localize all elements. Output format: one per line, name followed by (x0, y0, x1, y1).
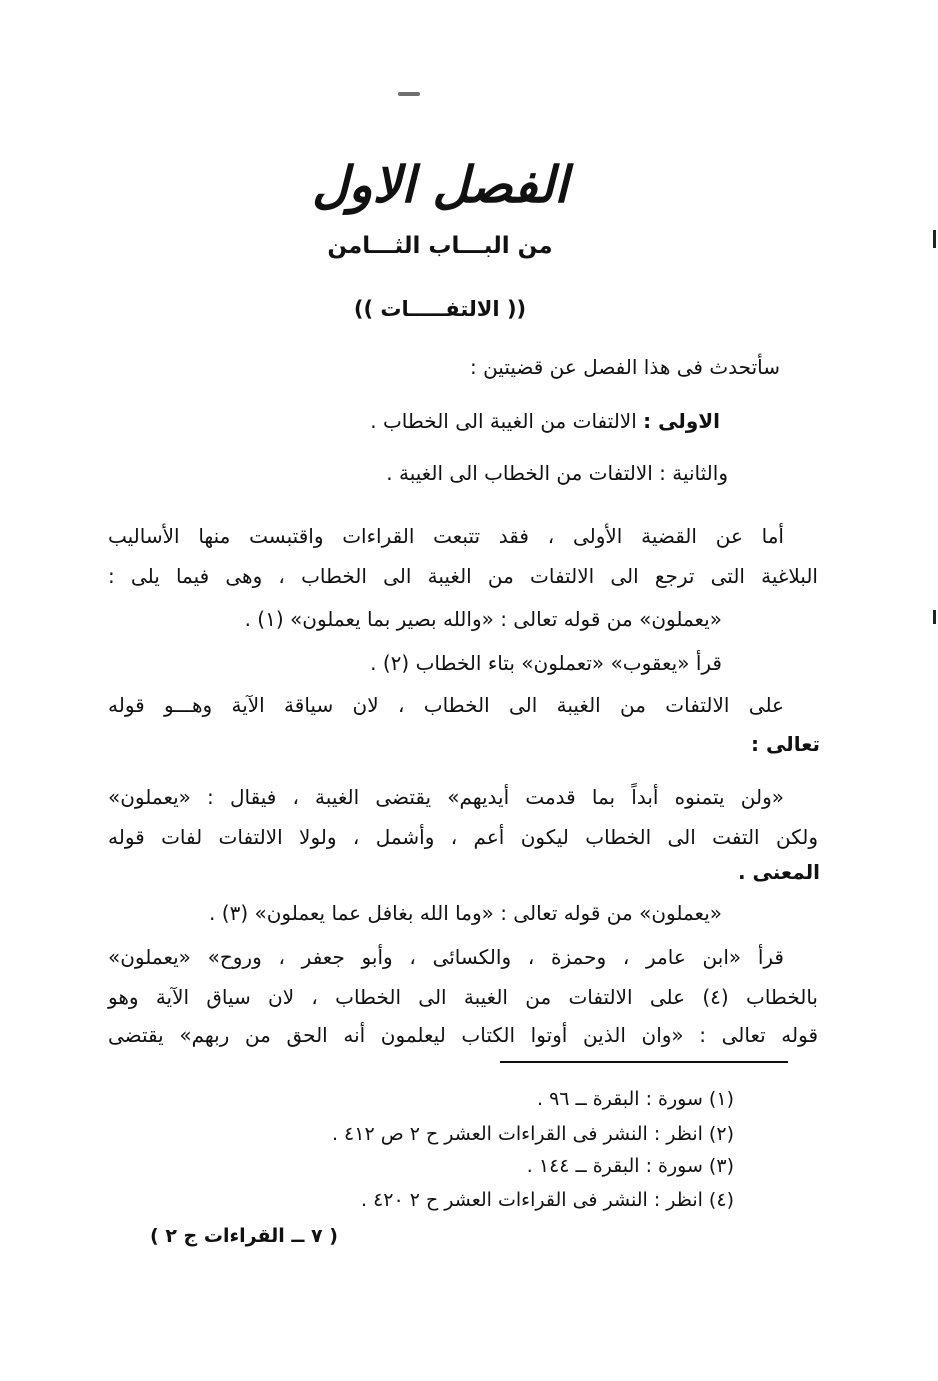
body-line: قرأ «ابن عامر ، وحمزة ، والكسائى ، وأبو جعفر ، وروح» «يعملون» (108, 945, 784, 969)
footnote: (١) سورة : البقرة ــ ٩٦ . (536, 1088, 734, 1110)
scan-edge-mark (933, 230, 936, 248)
issue-one-label: الاولى : (643, 409, 720, 433)
intro-line: سأتحدث فى هذا الفصل عن قضيتين : (469, 355, 780, 379)
body-line: «يعملون» من قوله تعالى : «وما الله بغافل عما يعملون» (٣) . (209, 901, 722, 925)
footnote-separator (500, 1061, 788, 1063)
body-line: المعنى . (737, 860, 820, 884)
scan-speck (398, 92, 420, 96)
topic-title: (( الالتفـــــات )) (353, 297, 527, 321)
body-line: أما عن القضية الأولى ، فقد تتبعت القراءات واقتبست منها الأساليب (108, 524, 784, 548)
body-line: قرأ «يعقوب» «تعملون» بتاء الخطاب (٢) . (370, 651, 722, 675)
chapter-title: الفصل الاول (312, 155, 568, 214)
body-line: بالخطاب (٤) على الالتفات من الغيبة الى الخطاب ، لان سياق الآية وهو (108, 985, 818, 1009)
footnote: (٣) سورة : البقرة ــ ١٤٤ . (526, 1155, 734, 1177)
page-signature: ( ٧ ــ القراءات ج ٢ ) (150, 1225, 338, 1247)
body-line: تعالى : (750, 732, 820, 756)
footnote: (٢) انظر : النشر فى القراءات العشر ح ٢ ص ٤١٢ . (331, 1123, 734, 1145)
issue-one-text: الالتفات من الغيبة الى الخطاب . (370, 409, 637, 433)
issue-two: والثانية : الالتفات من الخطاب الى الغيبة . (386, 461, 728, 485)
body-line: قوله تعالى : «وان الذين أوتوا الكتاب ليعلمون أنه الحق من ربهم» يقتضى (108, 1023, 818, 1047)
body-line: «ولن يتمنوه أبداً بما قدمت أيديهم» يقتضى الغيبة ، فيقال : «يعملون» (108, 785, 784, 809)
issue-one (370, 406, 720, 436)
body-line: على الالتفات من الغيبة الى الخطاب ، لان سياقة الآية وهـــو قوله (108, 693, 784, 717)
footnote: (٤) انظر : النشر فى القراءات العشر ح ٢ ٤٢٠ . (360, 1189, 734, 1211)
body-line: ولكن التفت الى الخطاب ليكون أعم ، وأشمل ، ولولا الالتفات لفات قوله (108, 825, 818, 849)
chapter-subtitle: من البـــاب الثـــامن (327, 233, 553, 259)
scan-edge-mark (933, 610, 936, 624)
body-line: البلاغية التى ترجع الى الالتفات من الغيبة الى الخطاب ، وهى فيما يلى : (108, 564, 818, 588)
body-line: «يعملون» من قوله تعالى : «والله بصير بما يعملون» (١) . (244, 607, 722, 631)
